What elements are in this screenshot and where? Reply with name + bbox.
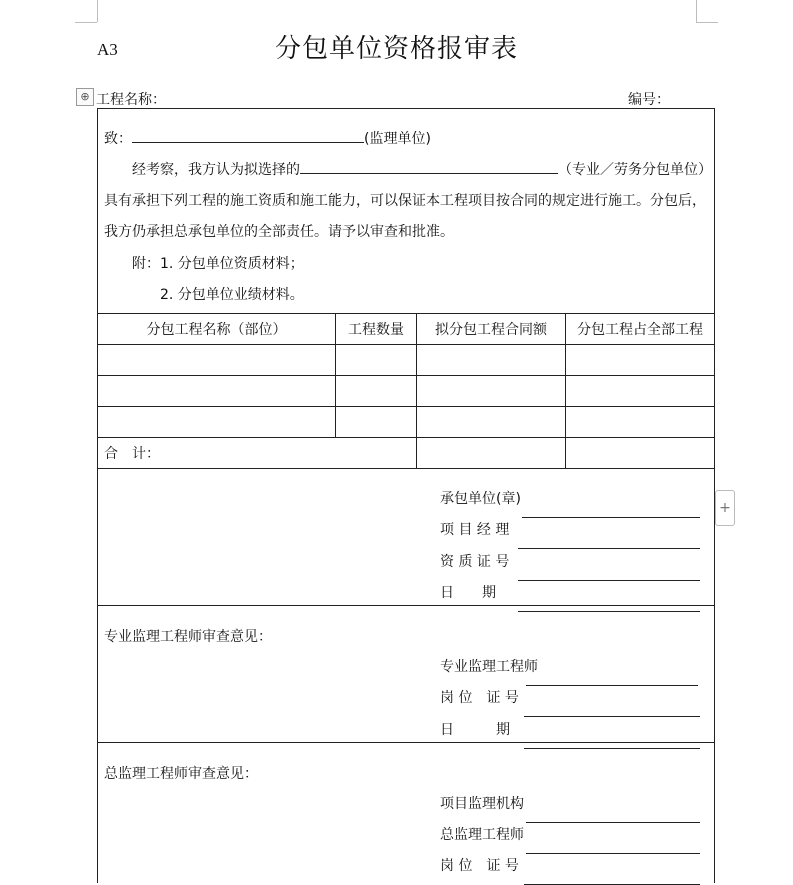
- table-header-row: [97, 314, 715, 345]
- supervision-org-label: 项目监理机构: [440, 796, 524, 812]
- attachment-2: 2. 分包单位业绩材料。: [160, 287, 304, 303]
- chief-engineer-label: 总监理工程师: [440, 827, 524, 843]
- supervision-org-field[interactable]: [526, 808, 700, 823]
- table-cell[interactable]: [566, 376, 714, 406]
- table-cell[interactable]: [336, 345, 417, 375]
- contractor-section: [97, 469, 715, 606]
- contractor-date-label: 日 期: [440, 585, 496, 601]
- specialist-opinion-label: 专业监理工程师审查意见：: [104, 629, 272, 645]
- approval-form: [97, 108, 715, 883]
- page-corner-mark: [97, 0, 98, 22]
- supervision-unit-field[interactable]: [132, 128, 364, 143]
- table-cell[interactable]: [336, 376, 417, 406]
- project-manager-field[interactable]: [518, 534, 700, 549]
- specialist-engineer-field[interactable]: [526, 671, 698, 686]
- table-cell[interactable]: [566, 345, 714, 375]
- table-row: [97, 376, 715, 407]
- number-label: 编号：: [628, 92, 670, 108]
- form-code: A3: [97, 40, 118, 59]
- contractor-unit-label: 承包单位(章): [440, 491, 521, 507]
- intro-line1-suffix: （专业／劳务分包单位）: [558, 162, 712, 178]
- project-manager-label: 项 目 经 理: [440, 522, 510, 538]
- intro-line2: 具有承担下列工程的施工资质和施工能力，可以保证本工程项目按合同的规定进行施工。分包后，: [104, 193, 706, 209]
- table-cell[interactable]: [417, 407, 566, 437]
- column-header: 拟分包工程合同额: [417, 314, 566, 344]
- specialist-review-section: [97, 606, 715, 743]
- specialist-post-cert-label: 岗 位 证 号: [440, 690, 519, 706]
- table-cell[interactable]: [417, 376, 566, 406]
- chief-review-section: [97, 743, 715, 883]
- table-move-handle-icon[interactable]: ⊕: [76, 88, 94, 106]
- table-row: [97, 407, 715, 438]
- total-cell[interactable]: [417, 438, 566, 468]
- to-prefix: 致：: [104, 131, 132, 147]
- specialist-date-label: 日 期: [440, 722, 510, 738]
- subcontractor-field[interactable]: [300, 159, 558, 174]
- table-total-row: [97, 438, 715, 469]
- to-suffix: (监理单位): [364, 131, 431, 147]
- qualification-cert-field[interactable]: [518, 566, 700, 581]
- column-header: 分包工程占全部工程: [577, 322, 703, 338]
- column-header: 分包工程名称（部位）: [98, 314, 336, 344]
- specialist-post-cert-field[interactable]: [524, 702, 700, 717]
- chief-post-cert-label: 岗 位 证 号: [440, 858, 519, 874]
- chief-opinion-label: 总监理工程师审查意见：: [104, 766, 258, 782]
- chief-engineer-field[interactable]: [526, 839, 700, 854]
- attachment-1: 附：1. 分包单位资质材料；: [132, 256, 304, 272]
- contractor-unit-field[interactable]: [522, 503, 700, 518]
- table-cell[interactable]: [417, 345, 566, 375]
- page-corner-mark: [696, 0, 697, 22]
- add-row-button[interactable]: +: [715, 490, 735, 526]
- qualification-cert-label: 资 质 证 号: [440, 554, 510, 570]
- intro-line3: 我方仍承担总承包单位的全部责任。请予以审查和批准。: [104, 224, 454, 240]
- page-title: 分包单位资格报审表: [274, 34, 518, 64]
- table-cell[interactable]: [566, 407, 714, 437]
- table-cell[interactable]: [98, 345, 336, 375]
- chief-post-cert-field[interactable]: [524, 870, 700, 885]
- table-cell[interactable]: [98, 407, 336, 437]
- project-name-label: 工程名称：: [96, 92, 166, 108]
- total-cell[interactable]: [566, 438, 714, 468]
- column-header: 工程数量: [336, 314, 417, 344]
- intro-line1-prefix: 经考察，我方认为拟选择的: [132, 162, 300, 178]
- intro-section: [97, 109, 715, 314]
- table-row: [97, 345, 715, 376]
- table-cell[interactable]: [98, 376, 336, 406]
- specialist-engineer-label: 专业监理工程师: [440, 659, 538, 675]
- table-cell[interactable]: [336, 407, 417, 437]
- page-corner-mark: [75, 22, 97, 23]
- page-corner-mark: [696, 22, 718, 23]
- total-label: 合 计：: [98, 438, 417, 468]
